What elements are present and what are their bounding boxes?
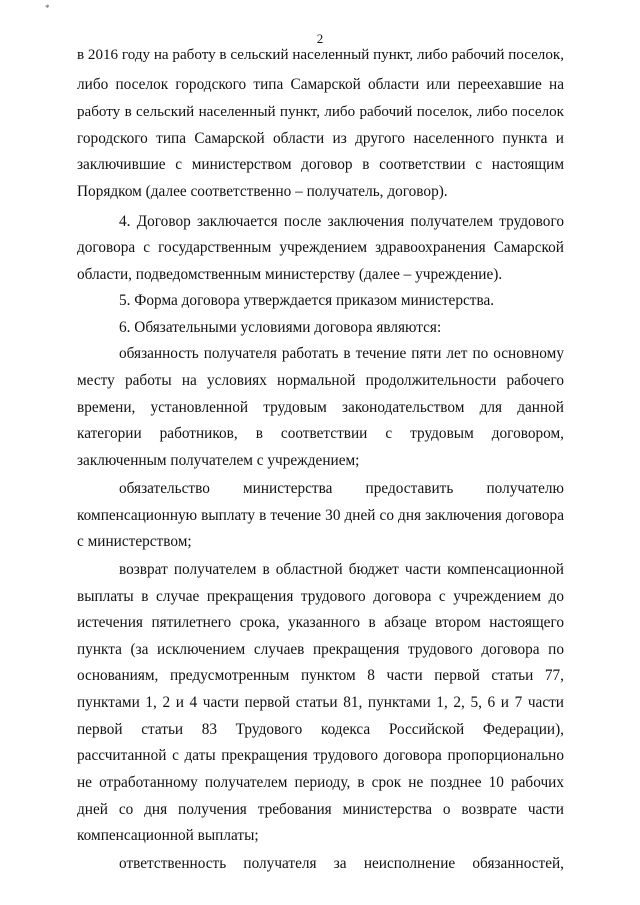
- text-line: 6. Обязательными условиями договора являются:: [119, 319, 442, 336]
- text-line: основаниям, предусмотренным пунктом 8 части первой статьи 77,: [77, 667, 564, 684]
- text-line: первой статьи 83 Трудового кодекса Российской Федерации),: [77, 721, 564, 738]
- text-line: обязательство министерства предоставить получателю: [119, 480, 564, 497]
- text-line: возврат получателем в областной бюджет части компенсационной: [119, 561, 564, 578]
- page-number: 2: [316, 31, 324, 46]
- text-line: договора с государственным учреждением здравоохранения Самарской: [77, 239, 564, 256]
- text-line: компенсационной выплаты;: [77, 827, 259, 844]
- text-line: месту работы на условиях нормальной продолжительности рабочего: [77, 372, 564, 389]
- text-line: 5. Форма договора утверждается приказом министерства.: [119, 292, 495, 309]
- text-line: заключенным получателем с учреждением;: [77, 452, 360, 469]
- text-line: 4. Договор заключается после заключения получателем трудового: [119, 213, 564, 230]
- corner-mark: *: [45, 3, 50, 13]
- text-line: области, подведомственным министерству (далее – учреждение).: [77, 266, 503, 283]
- text-line: в 2016 году на работу в сельский населенный пункт, либо рабочий поселок,: [77, 47, 564, 63]
- text-line: компенсационную выплату в течение 30 дней со дня заключения договора: [77, 507, 564, 524]
- text-line: категории работников, в соответствии с трудовым договором,: [77, 425, 564, 442]
- text-line: рассчитанной с даты прекращения трудового договора пропорционально: [77, 747, 564, 764]
- text-line: обязанность получателя работать в течение пяти лет по основному: [119, 345, 564, 362]
- text-line: работу в сельский населенный пункт, либо рабочий поселок, либо поселок: [77, 104, 564, 120]
- text-line: пунктами 1, 2 и 4 части первой статьи 81, пунктами 1, 2, 5, 6 и 7 части: [77, 694, 564, 711]
- text-line: Порядком (далее соответственно – получатель, договор).: [77, 183, 448, 200]
- text-line: либо поселок городского типа Самарской области или переехавшие на: [77, 76, 564, 93]
- text-line: городского типа Самарской области из другого населенного пункта и: [77, 130, 564, 147]
- text-line: с министерством;: [77, 533, 192, 550]
- text-line: истечения пятилетнего срока, указанного в абзаце втором настоящего: [77, 614, 564, 631]
- text-line: дней со дня получения требования министерства о возврате части: [77, 801, 564, 818]
- text-line: заключившие с министерством договор в соответствии с настоящим: [77, 156, 564, 173]
- text-line: ответственность получателя за неисполнение обязанностей,: [119, 855, 564, 872]
- text-line: не отработанному получателем периоду, в срок не позднее 10 рабочих: [77, 774, 564, 791]
- text-line: времени, установленной трудовым законодательством для данной: [77, 399, 564, 416]
- text-line: пункта (за исключением случаев прекращения трудового договора по: [77, 641, 564, 658]
- text-line: выплаты в случае прекращения трудового договора с учреждением до: [77, 588, 564, 605]
